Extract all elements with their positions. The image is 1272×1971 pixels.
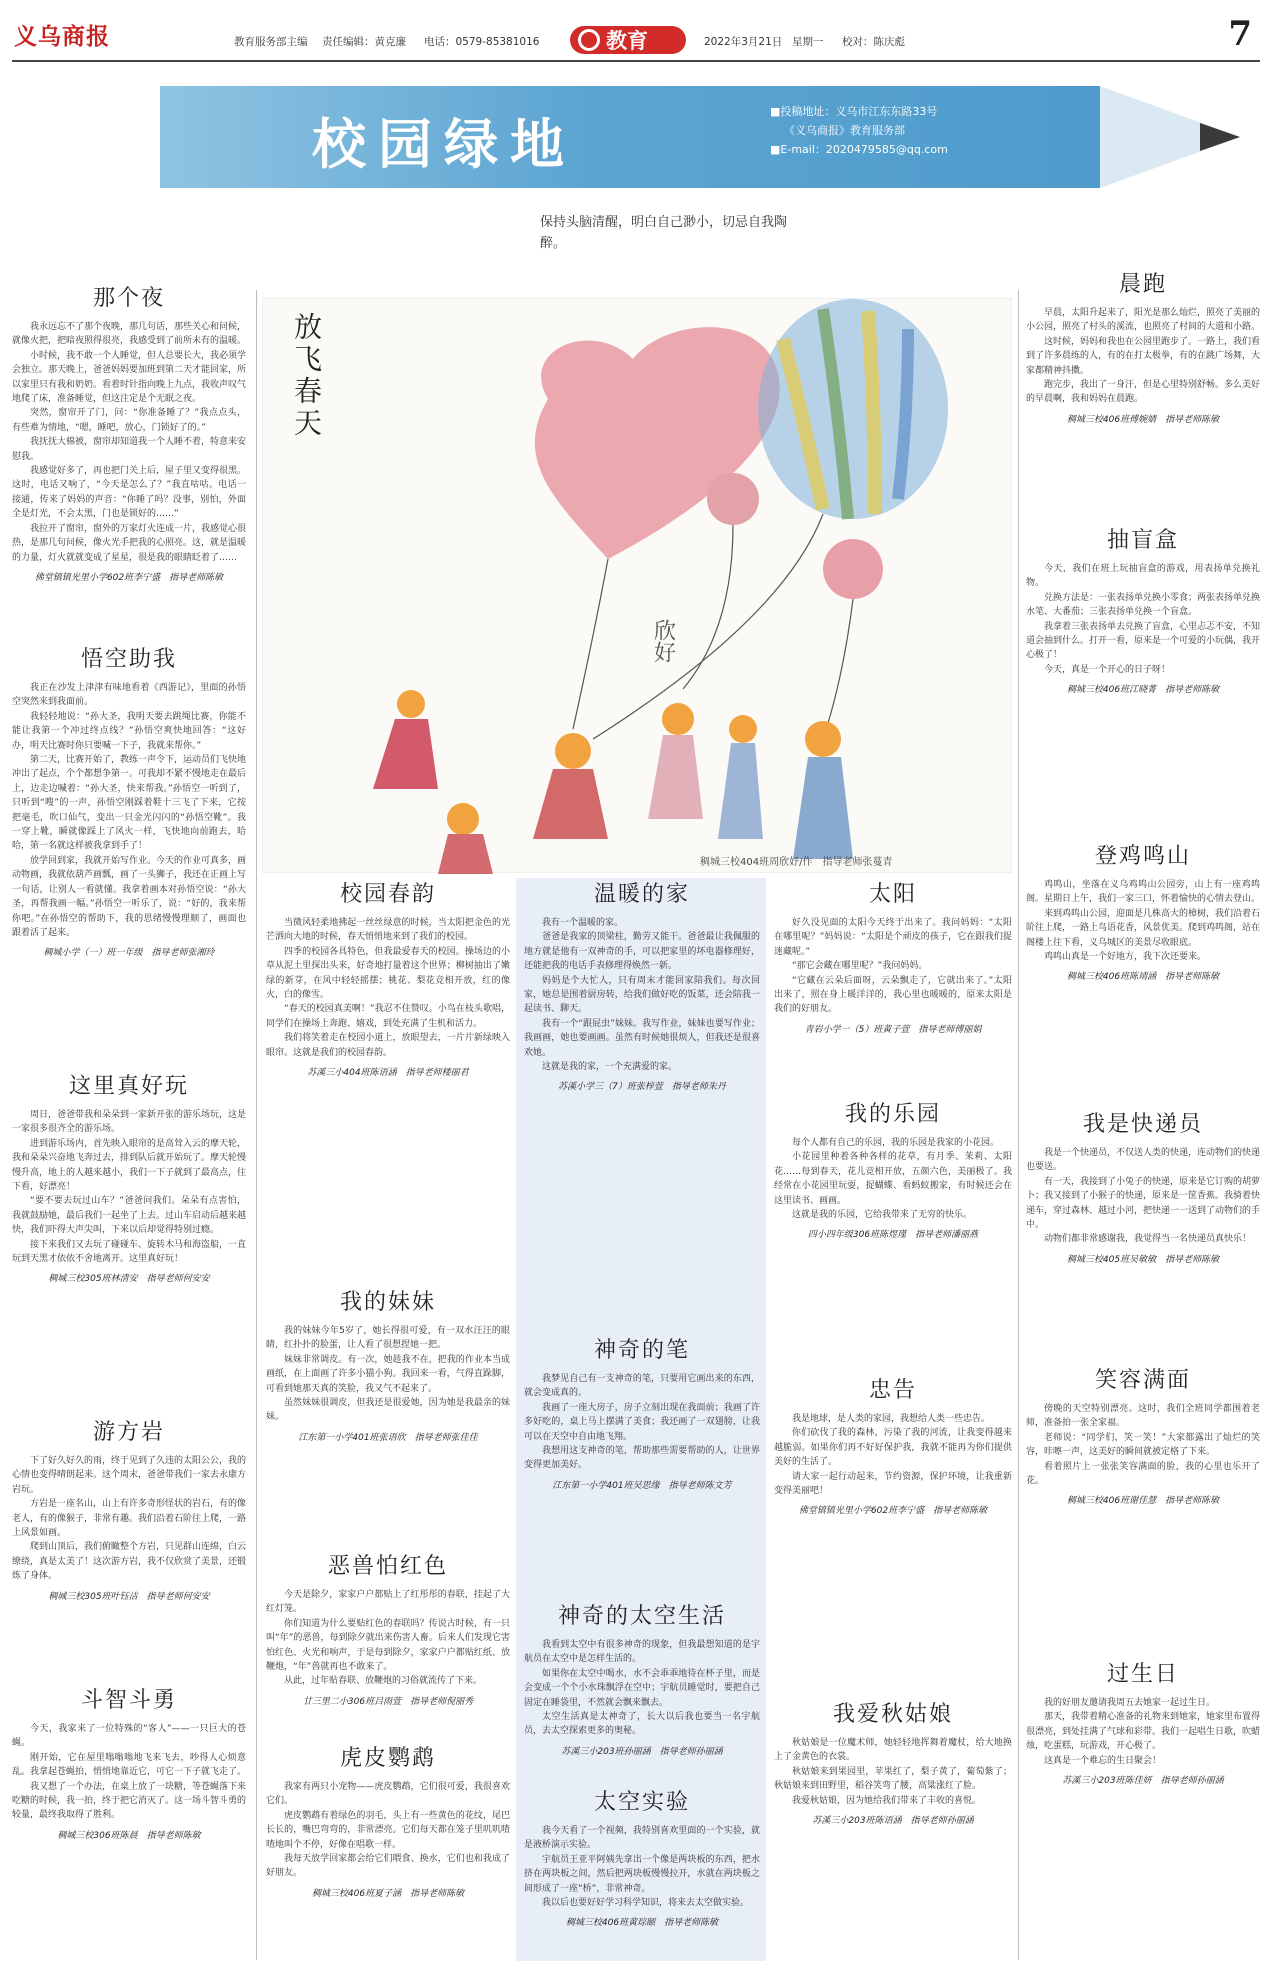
page-header bbox=[0, 0, 1272, 70]
article-byline: 苏溪三小203班孙丽涵 指导老师孙丽涵 bbox=[561, 1746, 723, 1757]
contact-address: ■投稿地址：义乌市江东东路33号 bbox=[770, 105, 938, 118]
article bbox=[12, 284, 246, 639]
article-byline: 稠城三校406班江晓菁 指导老师陈敏 bbox=[1066, 685, 1220, 696]
article-paragraph: “那它会藏在哪里呢？”我问妈妈。 bbox=[792, 961, 928, 972]
article-paragraph: 跑完步，我出了一身汗，但是心里特别舒畅。多么美好的早晨啊，我和妈妈在晨跑。 bbox=[1026, 380, 1260, 405]
editor: 责任编辑：黄克廉 bbox=[322, 36, 406, 48]
contact-dept: 《义乌商报》教育服务部 bbox=[784, 124, 905, 137]
contact-email: ■E-mail：2020479585@qq.com bbox=[770, 143, 948, 156]
article-title: 忠告 bbox=[868, 1378, 917, 1403]
article-paragraph: 我今天看了一个视频，我特别喜欢里面的一个实验，就是液桥演示实验。 bbox=[524, 1826, 760, 1851]
article-byline: 佛堂镇镇光里小学602班李宁盛 指导老师陈敏 bbox=[34, 572, 224, 583]
article-paragraph: 秋姑娘是一位魔术师，她轻轻地挥舞着魔杖，给大地换上了金黄色的衣裳。 bbox=[774, 1738, 1012, 1763]
article-paragraph: “要不要去玩过山车？”爸爸问我们。朵朵有点害怕，我就鼓励她，最后我们一起坐了上去。过山车启动后越来越快，我们吓得大声尖叫，下来以后却觉得特别过瘾。 bbox=[12, 1196, 246, 1236]
article-paragraph: 今天，我家来了一位特殊的“客人”——一只巨大的苍蝇。 bbox=[12, 1724, 246, 1749]
artwork-painting bbox=[263, 299, 1013, 874]
article-paragraph: 我梦见自己有一支神奇的笔，只要用它画出来的东西，就会变成真的。 bbox=[524, 1374, 760, 1399]
article-byline: 苏溪三小203班陈语涵 指导老师孙丽涵 bbox=[812, 1816, 974, 1827]
article-title: 过生日 bbox=[1106, 1662, 1179, 1687]
article-paragraph: 请大家一起行动起来，节约资源，保护环境，让我重新变得美丽吧！ bbox=[774, 1471, 1012, 1497]
article-byline: 稠城三校406班傅婉婧 指导老师陈敏 bbox=[1066, 414, 1220, 425]
article-paragraph: 我抚抚大棉被，窗帘却知道我一个人睡不着，特意来安慰我。 bbox=[12, 437, 246, 462]
article-paragraph: 当微风轻柔地拂起一丝丝绿意的时候，当太阳把金色的光芒洒向大地的时候，春天悄悄地来到了我们的校园。 bbox=[266, 918, 510, 943]
artwork-title: 放飞春天 bbox=[290, 312, 323, 440]
article bbox=[774, 1376, 1012, 1694]
article-paragraph: 我是地球，是人类的家园，我想给人类一些忠告。 bbox=[792, 1414, 991, 1424]
banner-bar bbox=[160, 86, 1100, 188]
article-paragraph: 四季的校园各具特色，但我最爱春天的校园。操场边的小草从泥土里探出头来，好奇地打量着这个世界；柳树抽出了嫩绿的新芽，在风中轻轻摇摆；桃花、梨花竞相开放，红的像火，白的像雪。 bbox=[266, 946, 510, 1001]
article-title: 斗智斗勇 bbox=[80, 1688, 177, 1713]
article bbox=[1026, 1110, 1260, 1360]
article-title: 恶兽怕红色 bbox=[327, 1554, 448, 1579]
article bbox=[1026, 526, 1260, 836]
article-paragraph: 从此，过年贴春联、放鞭炮的习俗就流传了下来。 bbox=[284, 1676, 483, 1687]
article bbox=[1026, 270, 1260, 520]
article-paragraph: 我们将笑着走在校园小道上，放眼望去，一片片新绿映入眼帘。这就是我们的校园春韵。 bbox=[266, 1033, 510, 1058]
article-title: 神奇的笔 bbox=[593, 1338, 690, 1363]
article-paragraph: 我有一个“跟屁虫”妹妹。我写作业，妹妹也要写作业；我画画，她也要画画。虽然有时候她很烦人，但我还是很喜欢她。 bbox=[524, 1018, 760, 1058]
article-title: 晨跑 bbox=[1118, 272, 1167, 297]
small-balloon bbox=[707, 473, 759, 525]
article-paragraph: 突然，窗帘开了门，问：“你准备睡了？”我点点头，有些难为情地，“嗯，睡吧，放心，门锁好了的。” bbox=[12, 408, 246, 433]
article-paragraph: 虎皮鹦鹉有着绿色的羽毛，头上有一些黄色的花纹，尾巴长长的，嘴巴弯弯的，非常漂亮。它们每天都在笼子里叽叽喳喳地叫个不停，好像在唱歌一样。 bbox=[266, 1810, 510, 1850]
article-paragraph: 秋姑娘来到果园里，苹果红了，梨子黄了，葡萄紫了；秋姑娘来到田野里，稻谷笑弯了腰，高粱涨红了脸。 bbox=[774, 1766, 1012, 1792]
article-paragraph: 小时候，我不敢一个人睡觉，但人总要长大，我必须学会独立。那天晚上，爸爸妈妈要加班到第二天才能回家，所以家里只有我和奶奶。看着时针指向晚上九点，我收声叹气地爬了床，准备睡觉，但这注定是个无眠之夜。 bbox=[12, 350, 246, 405]
article-paragraph: 我看到太空中有很多神奇的现象，但我最想知道的是宇航员在太空中是怎样生活的。 bbox=[524, 1640, 760, 1665]
article-title: 温暖的家 bbox=[593, 882, 690, 907]
article-byline: 廿三里二小306班吕雨萱 指导老师倪丽秀 bbox=[302, 1696, 474, 1707]
article-paragraph: 我以后也要好好学习科学知识，将来去太空做实验。 bbox=[542, 1898, 750, 1909]
article-title: 我爱秋姑娘 bbox=[832, 1702, 953, 1727]
article-byline: 稠城小学（一）班一年级 指导老师张湘玲 bbox=[43, 948, 215, 959]
article-paragraph: 那天，我带着精心准备的礼物来到她家，她家里布置得很漂亮，到处挂满了气球和彩带。我们一起唱生日歌，吹蜡烛，吃蛋糕，玩游戏，开心极了。 bbox=[1026, 1712, 1260, 1752]
article bbox=[774, 1700, 1012, 1961]
article-paragraph: 你们知道为什么要贴红色的春联吗？传说古时候，有一只叫“年”的恶兽，每到除夕就出来伤害人畜。后来人们发现它害怕红色、火光和响声，于是每到除夕，家家户户都贴红纸、放鞭炮，“年”兽就再也不敢来了。 bbox=[266, 1618, 510, 1673]
article-paragraph: 我正在沙发上津津有味地看着《西游记》，里面的孙悟空突然来到我面前。 bbox=[12, 683, 246, 708]
article bbox=[266, 880, 510, 1280]
article-paragraph: 虽然妹妹很调皮，但我还是很爱她，因为她是我最亲的妹妹。 bbox=[266, 1398, 510, 1423]
article-paragraph: 我有一个温暖的家。 bbox=[542, 918, 624, 928]
article-byline: 稠城三校406班谢佳慧 指导老师陈敏 bbox=[1066, 1496, 1220, 1507]
article-title: 那个夜 bbox=[92, 286, 165, 311]
article-byline: 佛堂镇镇光里小学602班李宁盛 指导老师陈敏 bbox=[798, 1506, 988, 1517]
article-paragraph: 我爱秋姑娘，因为她给我们带来了丰收的喜悦。 bbox=[792, 1795, 982, 1806]
article bbox=[266, 1552, 510, 1738]
article-title: 太阳 bbox=[868, 882, 917, 907]
newspaper-masthead: 义乌商报 bbox=[14, 23, 110, 50]
article-title: 笑容满面 bbox=[1094, 1368, 1191, 1393]
article-paragraph: 刚开始，它在屋里嗡嗡嗡地飞来飞去，吵得人心烦意乱。我拿起苍蝇拍，悄悄地靠近它，可它一下子就飞走了。 bbox=[12, 1752, 246, 1778]
article-paragraph: 爬到山顶后，我们俯瞰整个方岩，只见群山连绵，白云缭绕，真是太美了！这次游方岩，我不仅欣赏了美景，还锻炼了身体。 bbox=[12, 1542, 246, 1582]
small-balloon bbox=[823, 539, 883, 599]
article-title: 校园春韵 bbox=[339, 882, 436, 907]
article-title: 抽盲盒 bbox=[1106, 528, 1179, 553]
article-paragraph: “春天的校园真美啊！”我忍不住赞叹。小鸟在枝头歌唱，同学们在操场上奔跑、嬉戏，到处充满了生机和活力。 bbox=[266, 1004, 510, 1029]
article-paragraph: 这就是我的家，一个充满爱的家。 bbox=[542, 1062, 678, 1073]
article-byline: 苏溪三小203班陈佳妍 指导老师孙丽涵 bbox=[1062, 1776, 1224, 1787]
article-paragraph: 我的好朋友邀请我周五去她家一起过生日。 bbox=[1044, 1698, 1216, 1708]
page-number: 7 bbox=[1228, 14, 1252, 54]
article-title: 悟空助我 bbox=[80, 647, 177, 672]
article bbox=[524, 1336, 760, 1596]
article-byline: 苏溪三小404班陈语涵 指导老师楼丽君 bbox=[307, 1068, 469, 1079]
article-byline: 稠城三校406班陈靖涵 指导老师陈敏 bbox=[1066, 972, 1220, 983]
slogan: 保持头脑清醒，明白自己渺小，切忌自我陶醉。 bbox=[540, 215, 788, 251]
article-paragraph: 鸡鸣山，坐落在义乌鸡鸣山公园旁，山上有一座鸡鸣阁。星期日上午，我们一家三口，怀着愉快的心情去登山。 bbox=[1026, 880, 1260, 905]
article-byline: 江东第一小学401班吴思缘 指导老师陈文芳 bbox=[552, 1480, 732, 1491]
pencil-lead-shape bbox=[1200, 123, 1240, 151]
article bbox=[774, 880, 1012, 1094]
banner-contact bbox=[770, 102, 948, 159]
article-paragraph: 我永远忘不了那个夜晚，那几句话，那些关心和问候，就像火把，把暗夜照得很亮，我感受到了前所未有的温暖。 bbox=[12, 322, 246, 347]
section-label: 教育 bbox=[606, 29, 648, 53]
article bbox=[12, 1072, 246, 1412]
artwork bbox=[262, 298, 1012, 873]
children-figures bbox=[373, 690, 853, 874]
article-paragraph: 我的妹妹今年5岁了，她长得很可爱，有一双水汪汪的眼睛，红扑扑的脸蛋，让人看了很想捏她一把。 bbox=[266, 1326, 510, 1351]
article-paragraph: 如果你在太空中喝水，水不会乖乖地待在杯子里，而是会变成一个个小水珠飘浮在空中；宇航员睡觉时，要把自己固定在睡袋里，不然就会飘来飘去。 bbox=[524, 1668, 760, 1708]
article-paragraph: 周日，爸爸带我和朵朵到一家新开张的游乐场玩，这是一家很多很齐全的游乐场。 bbox=[12, 1110, 246, 1135]
article-paragraph: 每个人都有自己的乐园，我的乐园是我家的小花园。 bbox=[792, 1138, 1000, 1148]
article-paragraph: 妹妹非常调皮。有一次，她趁我不在，把我的作业本当成画纸，在上面画了许多小猫小狗。我回来一看，气得直跺脚，可看到她那天真的笑脸，我又气不起来了。 bbox=[266, 1354, 510, 1394]
article-paragraph: 小花园里种着各种各样的花草，有月季、茉莉、太阳花……每到春天，花儿竞相开放，五颜六色，美丽极了。我经常在小花园里玩耍，捉蝴蝶、看蚂蚁搬家，有时候还会在这里读书、画画。 bbox=[774, 1152, 1012, 1206]
article-paragraph: 这真是一个难忘的生日聚会！ bbox=[1044, 1755, 1162, 1766]
article-paragraph: 这时候，妈妈和我也在公园里跑步了。一路上，我们看到了许多晨练的人，有的在打太极拳，有的在跳广场舞，大家都精神抖擞。 bbox=[1026, 336, 1260, 376]
article-paragraph: 我画了一座大房子，房子立刻出现在我面前；我画了许多好吃的，桌上马上摆满了美食；我还画了一双翅膀，让我可以在天空中自由地飞翔。 bbox=[524, 1402, 760, 1442]
article bbox=[266, 1288, 510, 1548]
article bbox=[524, 880, 760, 1330]
pink-heart-balloon bbox=[535, 327, 780, 559]
article-paragraph: 我感觉好多了，再也把门关上后，屋子里又变得很黑。这时，电话又响了，“今天是怎么了？”我直咕咕。电话一接通，传来了妈妈的声音：“你睡了吗？没事，别怕，外面全是灯光，不会太黑，门也是锁好的……” bbox=[12, 466, 246, 520]
article-byline: 稠城三校406班夏子涵 指导老师陈敏 bbox=[311, 1888, 465, 1899]
article bbox=[1026, 1660, 1260, 1961]
article-paragraph: 鸡鸣山真是一个好地方，我下次还要来。 bbox=[1044, 952, 1207, 963]
article-paragraph: 接下来我们又去玩了碰碰车、旋转木马和海盗船，一直玩到天黑才依依不舍地离开。这里真好玩！ bbox=[12, 1239, 246, 1265]
article-paragraph: 我拉开了窗帘，窗外的万家灯火连成一片，我感觉心很热，是那几句问候，像火光手把我的心照亮。这，就是温暖的力量，灯火就就变成了星星，很是我的眼睛眨着了…… bbox=[12, 523, 246, 563]
article-paragraph: 下了好久好久的雨，终于见到了久违的太阳公公，我的心情也变得晴朗起来。这个周末，爸爸带我们一家去永康方岩玩。 bbox=[12, 1456, 246, 1495]
article bbox=[266, 1744, 510, 1961]
article-paragraph: 爸爸是我家的顶梁柱，勤劳又能干。爸爸最让我佩服的地方就是他有一双神奇的手，可以把家里的坏电器修理好，还能把我的电话手表修理得焕然一新。 bbox=[524, 932, 760, 972]
proofreader: 校对：陈庆彪 bbox=[842, 36, 905, 48]
article-paragraph: 来到鸡鸣山公园，迎面是几株高大的樟树，我们沿着石阶往上爬，一路上鸟语花香，风景优美。爬到鸡鸣阁，站在阁楼上往下看，义乌城区的美景尽收眼底。 bbox=[1026, 908, 1260, 948]
article-title: 登鸡鸣山 bbox=[1094, 844, 1191, 869]
article-title: 神奇的太空生活 bbox=[557, 1604, 726, 1629]
article-paragraph: 兑换方法是：一张表扬单兑换小零食；两张表扬单兑换水笔、大番茄；三张表扬单兑换一个盲盒。 bbox=[1026, 592, 1260, 618]
article bbox=[1026, 842, 1260, 1104]
striped-balloon bbox=[758, 299, 948, 519]
article-paragraph: 进到游乐场内，首先映入眼帘的是高耸入云的摩天轮，我和朵朵兴奋地飞奔过去，排到队后就开始玩了。摩天轮慢慢升高，地上的人越来越小，我们一下子就到了最高点，往下看，好漂亮！ bbox=[12, 1138, 246, 1193]
article bbox=[12, 1686, 246, 1961]
article-paragraph: 你们砍伐了我的森林，污染了我的河流，让我变得越来越脆弱。如果你们再不好好保护我，我就不能再为你们提供美好的生活了。 bbox=[774, 1428, 1012, 1468]
article-byline: 稠城三校305班叶钰洁 指导老师何安安 bbox=[48, 1591, 210, 1602]
article-paragraph: 老师说：“同学们，笑一笑！”大家都露出了灿烂的笑容，咔嚓一声，这美好的瞬间就被定格了下来。 bbox=[1026, 1432, 1260, 1458]
article bbox=[12, 1418, 246, 1678]
article bbox=[12, 645, 246, 1065]
editor-chief: 教育服务部主编 bbox=[234, 36, 308, 48]
article-title: 我是快递员 bbox=[1082, 1112, 1203, 1137]
article-paragraph: 我想用这支神奇的笔，帮助那些需要帮助的人，让世界变得更加美好。 bbox=[524, 1446, 760, 1471]
article-paragraph: 早晨，太阳升起来了，阳光是那么灿烂，照亮了美丽的小公园，照亮了村头的溪流，也照亮了村间的大道和小路。 bbox=[1026, 308, 1260, 333]
article-byline: 稠城三校306班陈晨 指导老师陈敏 bbox=[57, 1830, 201, 1841]
article-paragraph: 太空生活真是太神奇了，长大以后我也要当一名宇航员，去太空探索更多的奥秘。 bbox=[524, 1712, 760, 1737]
article-paragraph: 今天，真是一个开心的日子呀！ bbox=[1044, 664, 1171, 675]
article-paragraph: 看着照片上一张张笑容满面的脸，我的心里也乐开了花。 bbox=[1026, 1461, 1260, 1487]
article-byline: 稠城三校406班黄琮颐 指导老师陈敏 bbox=[565, 1918, 719, 1929]
issue-date: 2022年3月21日 bbox=[704, 36, 783, 48]
article-byline: 稠城三校305班林清安 指导老师何安安 bbox=[48, 1274, 210, 1285]
article-title: 我的妹妹 bbox=[339, 1290, 436, 1315]
article bbox=[774, 1100, 1012, 1370]
article-paragraph: 我轻轻地说：“孙大圣，我明天要去跳绳比赛，你能不能让我第一个冲过终点线？”孙悟空爽快地回答：“这好办，明天比赛时你只要喊一下子，我就来帮你。” bbox=[12, 711, 246, 751]
article-paragraph: 我每天放学回家都会给它们喂食、换水，它们也和我成了好朋友。 bbox=[266, 1854, 510, 1879]
column-divider bbox=[256, 290, 257, 1960]
section-banner bbox=[160, 86, 1260, 188]
article-paragraph: 有一天，我接到了小兔子的快递，原来是它订购的胡萝卜；我又接到了小猴子的快递，原来是一筐香蕉。我骑着快递车，穿过森林、越过小河，把快递一一送到了动物们的手中。 bbox=[1026, 1176, 1260, 1231]
article-title: 这里真好玩 bbox=[68, 1074, 189, 1099]
article-paragraph: 第二天，比赛开始了，教练一声令下，运动员们飞快地冲出了起点，个个都想争第一。可我却不紧不慢地走在最后上，边走边喊着：“孙大圣，快来帮我。”孙悟空一听到了，只听到“嗖”的一声，孙悟空刚踩着鞋十三飞了下来，它按把毫毛，吹口仙气，变出一只金光闪闪的“孙悟空靴”。我一穿上靴，瞬就像踩上了风火一样，飞快地向前跑去，哈哈，第一名就这样被我拿到手了！ bbox=[12, 755, 246, 852]
article-paragraph: 放学回到家，我就开始写作业。今天的作业可真多，画动物画，我就依葫芦画瓢，画了一头狮子，我还在正画上写一句话，让别人一看就懂。我拿着画本对孙悟空说：“孙大圣，再帮我画一幅。”孙悟空一听乐了，说：“好的，我来帮你吧。”在孙悟空的帮助下，我的思绪慢慢理顺了，画面也跟着活了起来。 bbox=[12, 855, 246, 938]
article bbox=[1026, 1366, 1260, 1654]
article-title: 太空实验 bbox=[593, 1790, 690, 1815]
article-paragraph: 我拿着三张表扬单去兑换了盲盒，心里忐忑不安，不知道会抽到什么。打开一看，原来是一个可爱的小玩偶，我开心极了！ bbox=[1026, 621, 1260, 661]
article-byline: 稠城三校405班吴敏敏 指导老师陈敏 bbox=[1066, 1254, 1220, 1265]
article-title: 我的乐园 bbox=[844, 1102, 941, 1127]
article-title: 游方岩 bbox=[92, 1420, 165, 1445]
article-paragraph: 动物们都非常感谢我，我觉得当一名快递员真快乐！ bbox=[1044, 1234, 1252, 1245]
artwork-caption: 稠城三校404班周欣妤/作 指导老师张蔓青 bbox=[700, 857, 893, 868]
column-divider bbox=[1018, 290, 1019, 1960]
article-paragraph: 好久没见面的太阳今天终于出来了。我问妈妈：“太阳在哪里呢？”妈妈说：“太阳是个顽皮的孩子，它在跟我们捉迷藏呢。” bbox=[774, 918, 1012, 957]
article-byline: 青岩小学一（5）班黄子萱 指导老师傅丽娟 bbox=[804, 1024, 982, 1035]
article-paragraph: “它藏在云朵后面呀，云朵飘走了，它就出来了。”太阳出来了，照在身上暖洋洋的，我心里也暖暖的，原来太阳是我们的好朋友。 bbox=[774, 975, 1012, 1015]
article-byline: 江东第一小学401班张语欣 指导老师张佳佳 bbox=[298, 1432, 478, 1443]
article bbox=[524, 1788, 760, 1961]
article bbox=[524, 1602, 760, 1782]
article-paragraph: 宇航员王亚平阿姨先拿出一个像是两块板的东西，把水挤在两块板之间，然后把两块板慢慢拉开，水就在两块板之间形成了一座“桥”，非常神奇。 bbox=[524, 1854, 760, 1894]
header-rule bbox=[12, 60, 1260, 62]
banner-title: 校园绿地 bbox=[312, 113, 576, 176]
article-byline: 苏溪小学三（7）班张梓萱 指导老师朱丹 bbox=[558, 1082, 726, 1093]
article-paragraph: 我又想了一个办法，在桌上放了一块糖，等苍蝇落下来吃糖的时候，我一拍，终于把它消灭了。这一场斗智斗勇的较量，最终我取得了胜利。 bbox=[12, 1781, 246, 1821]
article-paragraph: 傍晚的天空特别漂亮。这时，我们全班同学都围着老师，准备拍一张全家福。 bbox=[1026, 1404, 1260, 1429]
article-paragraph: 我是一个快递员，不仅送人类的快递，连动物们的快递也要送。 bbox=[1026, 1148, 1260, 1173]
article-byline: 四小四年级306班陈煜瑾 指导老师潘丽燕 bbox=[807, 1230, 979, 1241]
article-paragraph: 妈妈是个大忙人，只有周末才能回家陪我们。每次回家，她总是围着厨房转，给我们做好吃的饭菜，还会陪我一起读书、聊天。 bbox=[524, 975, 760, 1015]
article-paragraph: 今天是除夕，家家户户都贴上了红彤彤的春联，挂起了大红灯笼。 bbox=[266, 1590, 510, 1615]
article-paragraph: 我家有两只小宠物——虎皮鹦鹉，它们很可爱，我很喜欢它们。 bbox=[266, 1782, 510, 1807]
article-paragraph: 方岩是一座名山，山上有许多奇形怪状的岩石，有的像老人，有的像猴子，非常有趣。我们沿着石阶往上爬，一路上风景如画。 bbox=[12, 1499, 246, 1539]
phone: 电话：0579-85381016 bbox=[424, 36, 540, 48]
artwork-signature: 欣好 bbox=[650, 619, 676, 663]
article-title: 虎皮鹦鹉 bbox=[339, 1746, 436, 1771]
section-logo-icon bbox=[578, 29, 600, 51]
weekday: 星期一 bbox=[792, 36, 824, 48]
section-badge bbox=[570, 26, 686, 54]
article-paragraph: 今天，我们在班上玩抽盲盒的游戏，用表扬单兑换礼物。 bbox=[1026, 564, 1260, 589]
article-paragraph: 这就是我的乐园，它给我带来了无穷的快乐。 bbox=[792, 1210, 973, 1221]
